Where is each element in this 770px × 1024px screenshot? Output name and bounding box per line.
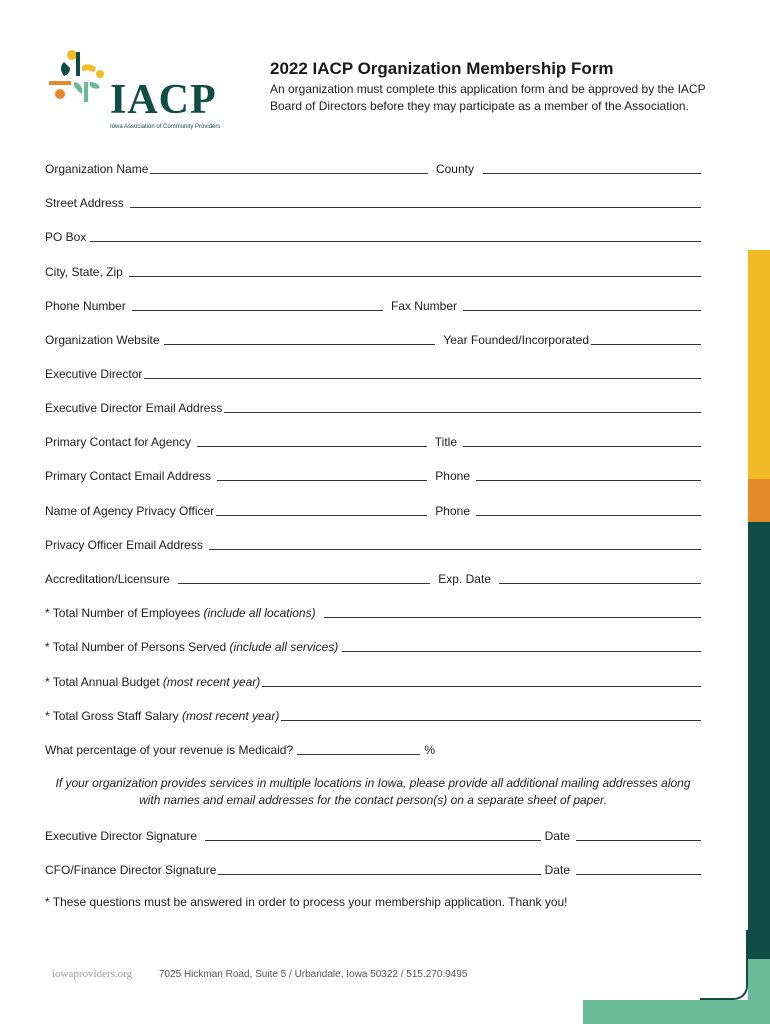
row-persons-served	[45, 638, 701, 654]
county-label: County	[435, 162, 474, 176]
side-bar-green	[748, 522, 770, 959]
county-field[interactable]	[483, 163, 701, 174]
row-employees	[45, 604, 701, 620]
persons-label: * Total Number of Persons Served (include all services)	[45, 640, 339, 654]
row-exec-email	[45, 399, 701, 415]
primary-contact-label: Primary Contact for Agency	[45, 435, 192, 449]
date1-field[interactable]	[576, 830, 701, 841]
salary-label: * Total Gross Staff Salary (most recent year)	[45, 709, 280, 723]
exec-dir-label: Executive Director	[45, 367, 143, 381]
medicaid-label: What percentage of your revenue is Medicaid?	[45, 743, 294, 757]
privacy-officer-field[interactable]	[216, 505, 427, 516]
row-primary-contact	[45, 433, 701, 449]
employees-field[interactable]	[324, 607, 701, 618]
logo-mark-icon	[46, 48, 108, 108]
title-label: Title	[434, 435, 457, 449]
logo-wordmark: IACP	[110, 77, 217, 123]
city-label: City, State, Zip	[45, 265, 123, 279]
date2-field[interactable]	[576, 864, 701, 875]
phone2-field[interactable]	[476, 470, 701, 481]
exp-date-field[interactable]	[499, 573, 701, 584]
founded-field[interactable]	[591, 334, 701, 345]
row-phone-fax	[45, 297, 701, 313]
phone-label: Phone Number	[45, 299, 126, 313]
row-privacy-email	[45, 536, 701, 552]
budget-field[interactable]	[262, 676, 701, 687]
exp-date-label: Exp. Date	[438, 572, 491, 586]
exec-sig-field[interactable]	[205, 830, 541, 841]
street-label: Street Address	[45, 196, 124, 210]
exec-sig-label: Executive Director Signature	[45, 829, 198, 843]
website-label: Organization Website	[45, 333, 160, 347]
page-footer	[52, 968, 467, 980]
title-field[interactable]	[463, 436, 701, 447]
row-executive-director	[45, 365, 701, 381]
exec-dir-field[interactable]	[144, 368, 701, 379]
footer-url[interactable]: iowaproviders.org	[52, 968, 133, 980]
locations-note: If your organization provides services in multiple locations in Iowa, please provide all additional mailing addresses along with names and email addresses for the contact person(s) on a separate sheet of paper.	[55, 776, 691, 807]
form-intro: An organization must complete this application form and be approved by the IACP Board of Directors before they may participate as a member of the Association.	[270, 82, 706, 113]
accreditation-label: Accreditation/Licensure	[45, 572, 170, 586]
fax-field[interactable]	[463, 300, 701, 311]
primary-email-label: Primary Contact Email Address	[45, 469, 212, 483]
exec-email-label: Executive Director Email Address	[45, 401, 223, 415]
side-bar-orange	[748, 479, 770, 522]
row-staff-salary	[45, 707, 701, 723]
po-box-field[interactable]	[90, 231, 701, 242]
privacy-officer-label: Name of Agency Privacy Officer	[45, 504, 215, 518]
row-privacy-officer	[45, 502, 701, 518]
medicaid-field[interactable]	[297, 744, 420, 755]
row-exec-signature	[45, 827, 701, 843]
row-po-box	[45, 228, 701, 244]
row-annual-budget	[45, 673, 701, 689]
bottom-band	[583, 1000, 770, 1024]
city-field[interactable]	[129, 266, 701, 277]
privacy-email-field[interactable]	[209, 539, 701, 550]
street-field[interactable]	[130, 197, 701, 208]
phone3-label: Phone	[435, 504, 470, 518]
iacp-logo	[46, 48, 221, 134]
decorative-curve	[700, 930, 748, 1000]
phone2-label: Phone	[435, 469, 470, 483]
exec-email-field[interactable]	[224, 402, 701, 413]
date1-label: Date	[544, 829, 570, 843]
cfo-sig-label: CFO/Finance Director Signature	[45, 863, 217, 877]
primary-email-field[interactable]	[217, 470, 427, 481]
salary-field[interactable]	[281, 710, 701, 721]
row-street-address	[45, 194, 701, 210]
phone3-field[interactable]	[476, 505, 701, 516]
row-accreditation	[45, 570, 701, 586]
primary-contact-field[interactable]	[197, 436, 427, 447]
logo-subtitle: Iowa Association of Community Providers	[110, 124, 221, 130]
row-city-state-zip	[45, 263, 701, 279]
row-website-founded	[45, 331, 701, 347]
date2-label: Date	[544, 863, 570, 877]
row-primary-email	[45, 467, 701, 483]
cfo-sig-field[interactable]	[218, 864, 540, 875]
budget-label: * Total Annual Budget (most recent year)	[45, 675, 261, 689]
phone-field[interactable]	[132, 300, 383, 311]
employees-label: * Total Number of Employees (include all locations)	[45, 606, 316, 620]
privacy-email-label: Privacy Officer Email Address	[45, 538, 203, 552]
side-bar-yellow	[748, 250, 770, 479]
org-name-label: Organization Name	[45, 162, 149, 176]
fax-label: Fax Number	[390, 299, 457, 313]
row-cfo-signature	[45, 861, 701, 877]
footer-address: 7025 Hickman Road, Suite 5 / Urbandale, Iowa 50322 / 515.270.9495	[158, 969, 468, 980]
row-organization-name	[45, 160, 701, 176]
form-title: 2022 IACP Organization Membership Form	[270, 59, 614, 78]
founded-label: Year Founded/Incorporated	[443, 333, 589, 347]
po-box-label: PO Box	[45, 230, 87, 244]
percent-label: %	[424, 743, 435, 757]
org-name-field[interactable]	[150, 163, 428, 174]
accreditation-field[interactable]	[178, 573, 431, 584]
required-footnote: * These questions must be answered in order to process your membership application. Thank you!	[45, 895, 568, 909]
website-field[interactable]	[164, 334, 436, 345]
persons-field[interactable]	[342, 641, 701, 652]
row-medicaid	[45, 741, 435, 757]
